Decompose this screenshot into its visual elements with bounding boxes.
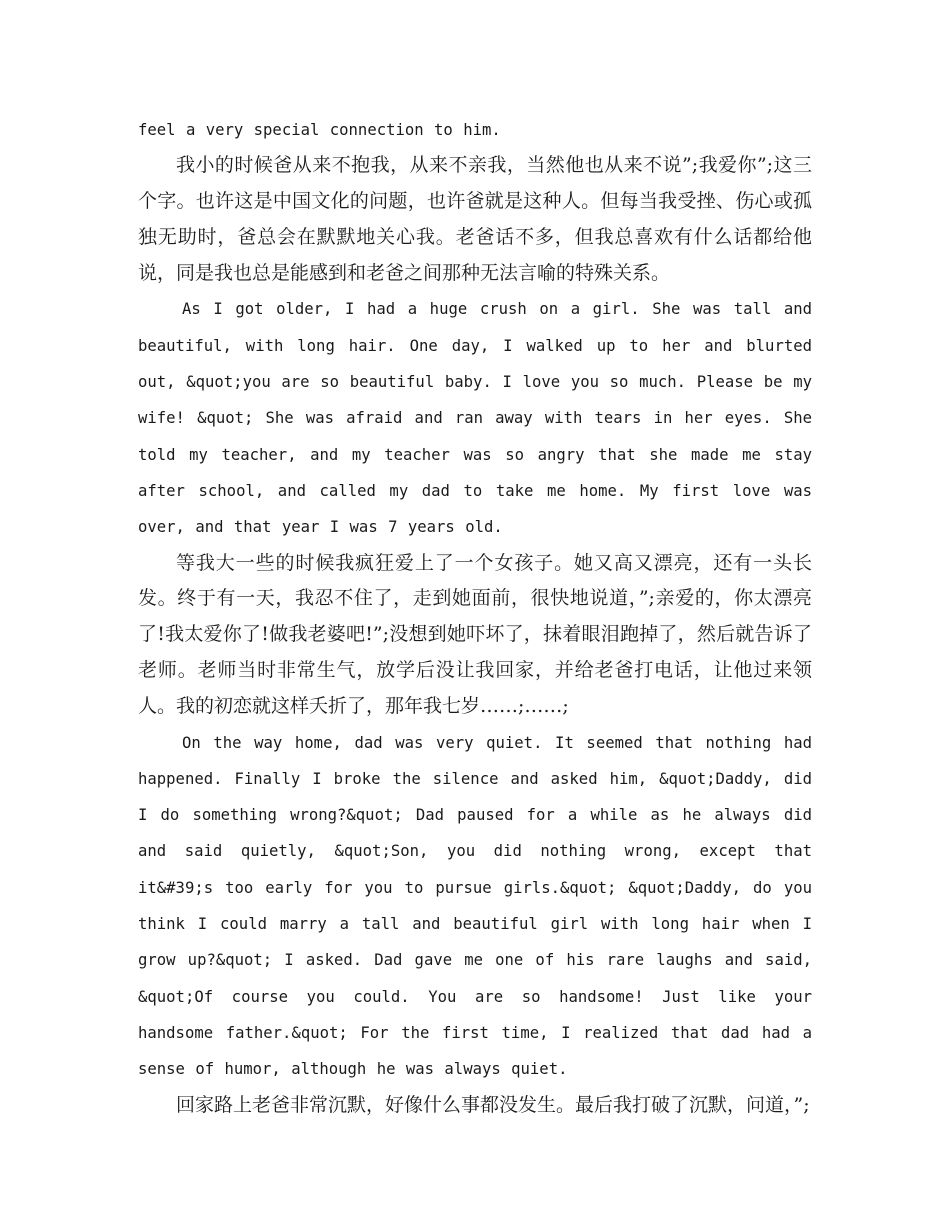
document-page xyxy=(138,112,812,1123)
paragraph-en-first-crush: As I got older, I had a huge crush on a girl. She was tall and beautiful, with long hair. One day, I walked up to her and blurted out, &quot;you are so beautiful baby. I love you so much. Please be my wife! &quot; She was afraid and ran away with tears in her eyes. She told my teacher, and my teacher was so angry that she made me stay after school, and called my dad to take me home. My first love was over, and that year I was 7 years old. xyxy=(138,300,812,537)
paragraph-zh-way-home: 回家路上老爸非常沉默，好像什么事都没发生。最后我打破了沉默，问道，”; xyxy=(176,1093,810,1116)
paragraph-zh-first-crush: 等我大一些的时候我疯狂爱上了一个女孩子。她又高又漂亮，还有一头长发。终于有一天，我忍不住了，走到她面前，很快地说道，”;亲爱的，你太漂亮了!我太爱你了!做我老婆吧!”;没想到她吓坏了，抹着眼泪跑掉了，然后就告诉了老师。老师当时非常生气，放学后没让我回家，并给老爸打电话，让他过来领人。我的初恋就这样夭折了，那年我七岁……;……; xyxy=(138,551,812,717)
paragraph-zh-father-silence: 我小的时候爸从来不抱我，从来不亲我，当然他也从来不说”;我爱你”;这三个字。也许这是中国文化的问题，也许爸就是这种人。但每当我受挫、伤心或孤独无助时，爸总会在默默地关心我。老爸话不多，但我总喜欢有什么话都给他说，同是我也总是能感到和老爸之间那种无法言喻的特殊关系。 xyxy=(138,154,812,284)
paragraph-en-continuation: feel a very special connection to him. xyxy=(138,121,501,139)
paragraph-en-way-home: On the way home, dad was very quiet. It seemed that nothing had happened. Finally I broke the silence and asked him, &quot;Daddy, did I do something wrong?&quot; Dad paused for a while as he always did and said quietly, &quot;Son, you did nothing wrong, except that it&#39;s too early for you to pursue girls.&quot; &quot;Daddy, do you think I could marry a tall and beautiful girl with long hair when I grow up?&quot; I asked. Dad gave me one of his rare laughs and said, &quot;Of course you could. You are so handsome! Just like your handsome father.&quot; For the first time, I realized that dad had a sense of humor, although he was always quiet. xyxy=(138,733,812,1079)
